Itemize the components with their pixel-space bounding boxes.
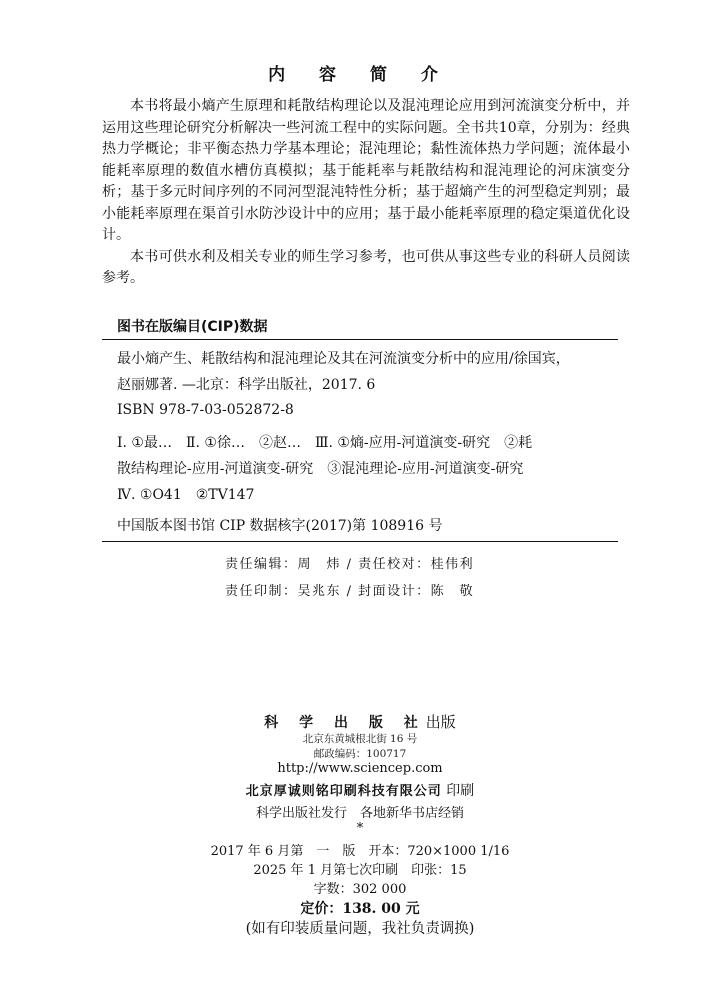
cip-bottom-rule (102, 541, 618, 542)
page-title: 内 容 简 介 (268, 65, 452, 85)
staff-line-1: 责任编辑：周 炜 / 责任校对：桂伟利 (225, 557, 475, 572)
cip-subject-line-2: 散结构理论-应用-河道演变-研究 ③混沌理论-应用-河道演变-研究 (117, 461, 524, 477)
publisher-brand: 科 学 出 版 社 (264, 715, 426, 731)
publisher-url: http://www.sciencep.com (277, 761, 443, 776)
quality-note: (如有印装质量问题，我社负责调换) (245, 921, 475, 937)
cip-entry-line-2: 赵丽娜著. —北京：科学出版社，2017. 6 (117, 377, 376, 393)
cip-subject-line-3: Ⅳ. ①O41 ②TV147 (117, 487, 255, 503)
cip-isbn: ISBN 978-7-03-052872-8 (117, 402, 294, 418)
cip-catalog-number: 中国版本图书馆 CIP 数据核字(2017)第 108916 号 (117, 518, 443, 534)
publisher-postcode: 邮政编码：100717 (313, 748, 407, 760)
print-line: 2025 年 1 月第七次印刷 印张：15 (253, 863, 467, 878)
cip-top-rule (102, 339, 618, 340)
intro-section (102, 96, 630, 290)
cip-subject-line-1: Ⅰ. ①最… Ⅱ. ①徐… ②赵… Ⅲ. ①熵-应用-河道演变-研究 ②耗 (117, 435, 533, 451)
intro-paragraph-1: 本书将最小熵产生原理和耗散结构理论以及混沌理论应用到河流演变分析中，并运用这些理论研究分析解决一些河流工程中的实际问题。全书共10章，分别为：经典热力学概论；非平衡态热力学基本理论；混沌理论；黏性流体热力学问题；流体最小能耗率原理的数值水槽仿真模拟；基于能耗率与耗散结构和混沌理论的河床演变分析；基于多元时间序列的不同河型混沌特性分析；基于超熵产生的河型稳定判别；最小能耗率原理在渠首引水防沙设计中的应用；基于最小能耗率原理的稳定渠道优化设计。 (102, 98, 630, 243)
publisher-name (0, 711, 720, 732)
printer-line (0, 780, 720, 800)
word-count: 字数：302 000 (313, 882, 407, 897)
price: 定价：138. 00 元 (300, 901, 420, 917)
publisher-suffix: 出版 (425, 713, 456, 731)
publisher-address: 北京东黄城根北街 16 号 (302, 733, 418, 745)
staff-line-2: 责任印制：吴兆东 / 封面设计：陈 敬 (225, 584, 475, 599)
cip-entry-line-1: 最小熵产生、耗散结构和混沌理论及其在河流演变分析中的应用/徐国宾， (117, 351, 570, 367)
printer-name: 北京厚诚则铭印刷科技有限公司 (245, 784, 442, 799)
edition-line: 2017 年 6 月第 一 版 开本：720×1000 1/16 (210, 844, 510, 859)
printer-suffix: 印刷 (441, 783, 475, 799)
distribution-line: 科学出版社发行 各地新华书店经销 (255, 806, 464, 821)
separator-star: * (356, 821, 364, 836)
intro-paragraph-2: 本书可供水利及相关专业的师生学习参考，也可供从事这些专业的科研人员阅读参考。 (102, 248, 630, 286)
cip-heading: 图书在版编目(CIP)数据 (117, 319, 268, 335)
